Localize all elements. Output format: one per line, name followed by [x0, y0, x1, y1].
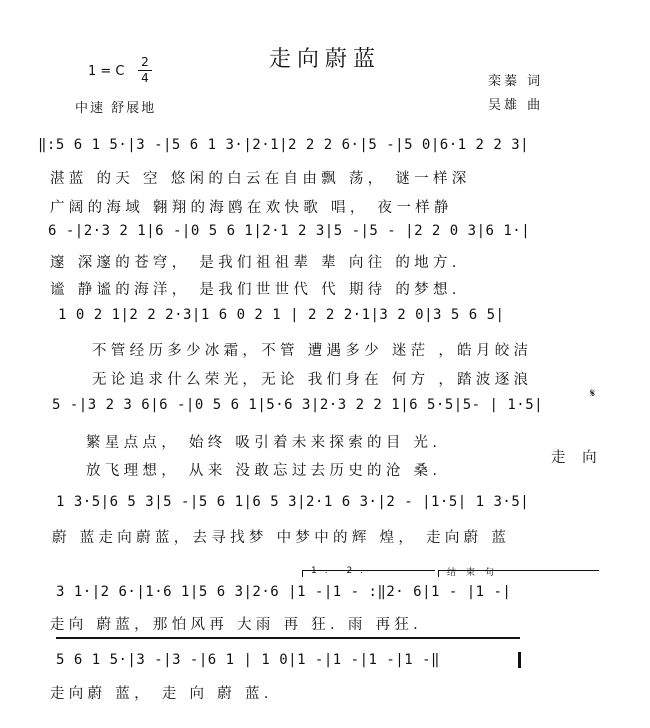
composer-credit: 吴雄 曲 [488, 98, 544, 113]
lyric-line-5: 蔚 蓝走向蔚蓝，去寻找梦 中梦中的辉 煌， 走向蔚 蓝 [52, 530, 511, 546]
lyric-line-3-verse-2: 无论追求什么荣光，无论 我们身在 何方 ，踏波逐浪 [92, 372, 533, 388]
volta-ending-label: 结束句 [447, 568, 505, 578]
notation-line-2: 6 -|2·3 2 1|6 -|0 5 6 1|2·1 2 3|5 -|5 - |2 2 0 3|6 1·| [48, 223, 531, 239]
time-signature [138, 56, 152, 85]
lyric-line-7: 走向蔚 蓝， 走 向 蔚 蓝. [50, 686, 273, 702]
lyric-line-3-verse-1: 不管经历多少冰霜，不管 遭遇多少 迷茫 ，皓月皎洁 [92, 343, 533, 359]
lyric-line-1-verse-1: 湛蓝 的天 空 悠闲的白云在自由飘 荡， 谜一样深 [50, 171, 471, 187]
lyricist-credit: 栾蓁 词 [488, 74, 544, 89]
volta-first-ending [302, 566, 435, 577]
notation-line-3: 1 0 2 1|2 2 2·3|1 6 0 2 1 | 2 2 2·1|3 2 0|3 5 6 5| [58, 307, 505, 323]
final-barline [518, 652, 521, 668]
volta-ending-phrase [438, 570, 599, 577]
notation-line-5: 1 3·5|6 5 3|5 -|5 6 1|6 5 3|2·1 6 3·|2 - |1·5| 1 3·5| [56, 494, 530, 510]
notation-line-1: ‖:5 6 1 5·|3 -|5 6 1 3·|2·1|2 2 2 6·|5 -|5 0|6·1 2 2 3| [38, 137, 530, 153]
segno-icon: 𝄋 [590, 386, 596, 400]
notation-line-6: 3 1·|2 6·|1·6 1|5 6 3|2·6 |1 -|1 - :‖2· 6|1 - |1 -| [56, 584, 512, 600]
lyric-line-6: 走向 蔚蓝，那怕风再 大雨 再 狂. 雨 再狂. [50, 617, 423, 633]
time-numerator: 2 [141, 55, 149, 69]
key-signature: 1 = C [88, 64, 125, 79]
lyric-line-4-verse-2: 放飞理想， 从来 没敢忘过去历史的沧 桑. [86, 463, 442, 479]
notation-line-4: 5 -|3 2 3 6|6 -|0 5 6 1|5·6 3|2·3 2 2 1|6 5·5|5- | 1·5| [52, 397, 544, 413]
lyric-line-4-verse-1: 繁星点点， 始终 吸引着未来探索的目 光. [86, 435, 442, 451]
volta-first-label: 1. 2. [311, 566, 372, 576]
side-lyric: 走 向 [551, 450, 603, 466]
tempo-marking: 中速 舒展地 [75, 101, 157, 116]
lyric-line-1-verse-2: 广阔的海域 翱翔的海鸥在欢快歌 唱， 夜一样静 [50, 200, 453, 216]
lyric-line-2-verse-2: 谧 静谧的海洋， 是我们世世代 代 期待 的梦想. [50, 282, 461, 298]
notation-line-7: 5 6 1 5·|3 -|3 -|6 1 | 1 0|1 -|1 -|1 -|1 -‖ [56, 652, 440, 668]
rule-end [56, 638, 58, 639]
time-denominator: 4 [141, 71, 149, 85]
section-rule [56, 637, 520, 639]
lyric-line-2-verse-1: 邃 深邃的苍穹， 是我们祖祖辈 辈 向往 的地方. [50, 255, 461, 271]
song-title: 走向蔚蓝 [268, 47, 381, 72]
